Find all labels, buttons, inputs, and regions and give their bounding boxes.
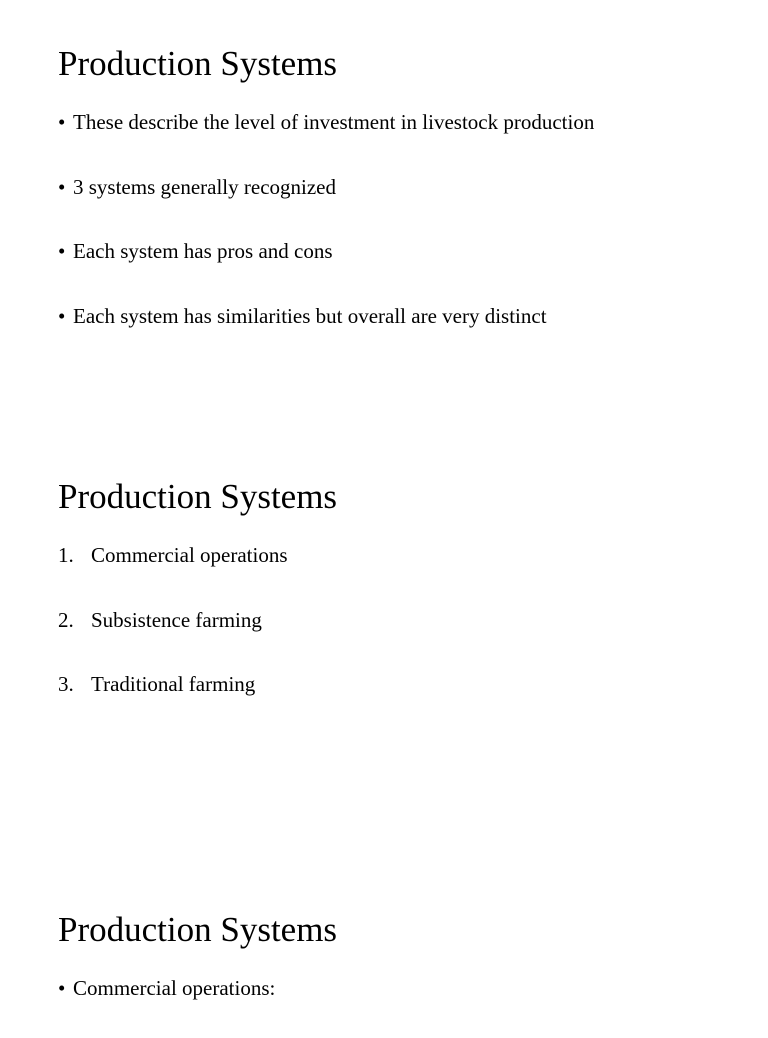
list-item-text: Traditional farming: [91, 672, 256, 696]
slide-1: [58, 43, 748, 365]
bullet-text: Each system has similarities but overall are very distinct: [73, 303, 547, 328]
list-item: [58, 605, 748, 635]
slide-2-numbered-list: [58, 540, 748, 699]
slide-1-bullet-list: [58, 107, 748, 331]
bullet-text: 3 systems generally recognized: [73, 174, 336, 199]
slide-2: [58, 476, 748, 734]
bullet-text: Each system has pros and cons: [73, 239, 333, 263]
bullet-text: These describe the level of investment in livestock production: [73, 110, 595, 134]
bullet-text: Commercial operations:: [73, 976, 276, 1000]
slide-3-bullet-list: [58, 973, 748, 1003]
bullet-item: [58, 301, 748, 331]
list-number: 3.: [58, 672, 74, 696]
list-number: 1.: [58, 543, 74, 567]
bullet-item: [58, 236, 748, 266]
list-item-text: Subsistence farming: [91, 607, 262, 632]
bullet-item: [58, 973, 748, 1003]
bullet-icon: •: [58, 303, 66, 328]
list-item: [58, 669, 748, 699]
bullet-icon: •: [58, 976, 66, 1000]
slide-1-title: Production Systems: [58, 44, 338, 83]
slide-3: [58, 909, 748, 1038]
list-item: [58, 540, 748, 570]
bullet-icon: •: [58, 174, 66, 199]
bullet-item: [58, 172, 748, 202]
slide-3-title: Production Systems: [58, 910, 338, 949]
bullet-icon: •: [58, 110, 66, 134]
bullet-icon: •: [58, 239, 66, 263]
list-item-text: Commercial operations: [91, 543, 288, 567]
bullet-item: [58, 107, 748, 137]
slide-2-title: Production Systems: [58, 477, 338, 516]
list-number: 2.: [58, 607, 74, 632]
